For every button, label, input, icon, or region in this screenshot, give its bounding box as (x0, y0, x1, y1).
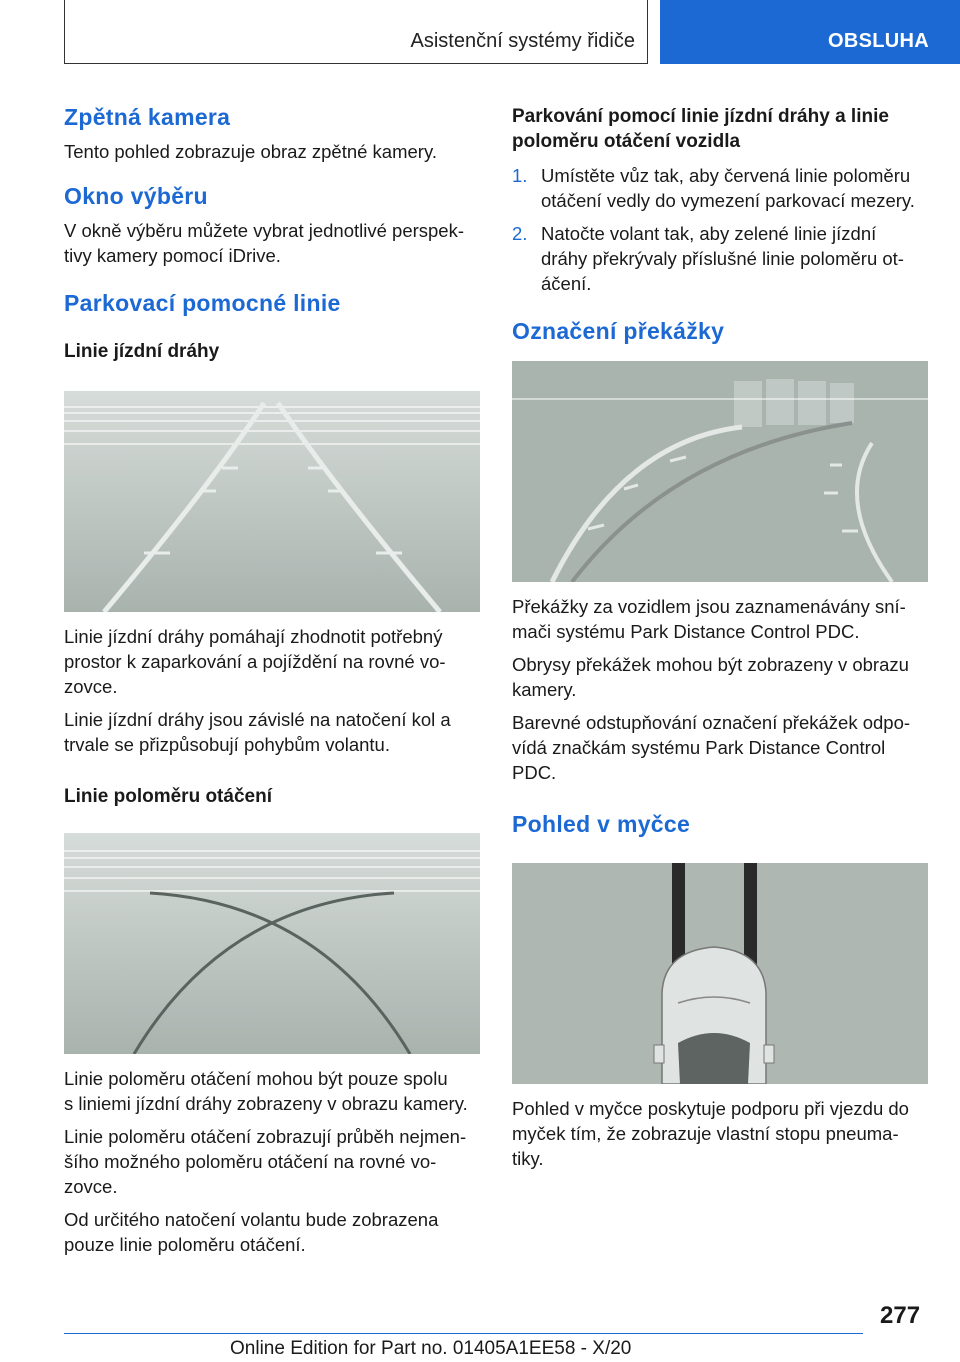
page-number: 277 (880, 1302, 921, 1329)
step-2 (512, 221, 927, 296)
step-1-line-b: otáčení vedly do vymezení parkovací mezery. (541, 190, 915, 211)
para-pol-1a: Linie poloměru otáčení mohou být pouze spolu (64, 1068, 448, 1089)
step-2-line-c: áčení. (541, 273, 592, 294)
step-1-number: 1. (512, 165, 528, 186)
para-okno-2: tivy kamery pomocí iDrive. (64, 245, 281, 266)
right-column-bottom (512, 1096, 927, 1171)
heading-oznaceni-prekazky: Označení překážky (512, 318, 725, 344)
para-myc-c: tiky. (512, 1148, 544, 1169)
para-ozn-1a: Překážky za vozidlem jsou zaznamenávány sní‐ (512, 596, 906, 617)
para-myc-a: Pohled v myčce poskytuje podporu při vjezdu do (512, 1098, 909, 1119)
obstacle-marking-image (512, 361, 928, 582)
para-jizdni-1c: zovce. (64, 676, 118, 697)
step-2-line-a: Natočte volant tak, aby zelené linie jízdní (541, 223, 877, 244)
para-pol-3b: pouze linie poloměru otáčení. (64, 1234, 306, 1255)
para-myc-b: myček tím, že zobrazuje vlastní stopu pneuma‐ (512, 1123, 899, 1144)
steps-list (512, 163, 927, 296)
heading-parkovani-a: Parkování pomocí linie jízdní dráhy a linie (512, 106, 889, 127)
para-ozn-3a: Barevné odstupňování označení překážek odpo‐ (512, 712, 911, 733)
para-okno-1: V okně výběru můžete vybrat jednotlivé perspek‐ (64, 220, 465, 241)
step-1-line-a: Umístěte vůz tak, aby červená linie poloměru (541, 165, 911, 186)
right-column-lower (512, 594, 927, 838)
right-column (512, 104, 927, 345)
para-ozn-1b: mači systému Park Distance Control PDC. (512, 621, 860, 642)
para-ozn-3b: vídá značkám systému Park Distance Control (512, 737, 886, 758)
heading-linie-polomeru: Linie poloměru otáčení (64, 786, 272, 807)
heading-parkovaci-linie: Parkovací pomocné linie (64, 290, 341, 316)
para-pol-3a: Od určitého natočení volantu bude zobrazena (64, 1209, 439, 1230)
para-jizdni-1a: Linie jízdní dráhy pomáhají zhodnotit potřebný (64, 626, 443, 647)
heading-okno-vyberu: Okno výběru (64, 183, 208, 209)
left-column (64, 104, 479, 364)
para-pol-1b: s liniemi jízdní dráhy zobrazeny v obrazu kamery. (64, 1093, 468, 1114)
turning-radius-image (64, 833, 480, 1054)
para-ozn-2a: Obrysy překážek mohou být zobrazeny v obrazu (512, 654, 909, 675)
para-jizdni-2b: trvale se přizpůsobují pohybům volantu. (64, 734, 390, 755)
para-zpetna: Tento pohled zobrazuje obraz zpětné kamery. (64, 141, 437, 162)
heading-parkovani-b: poloměru otáčení vozidla (512, 131, 741, 152)
para-pol-2c: zovce. (64, 1176, 118, 1197)
para-jizdni-2a: Linie jízdní dráhy jsou závislé na natočení kol a (64, 709, 451, 730)
step-2-line-b: dráhy překrývaly příslušné linie poloměru ot‐ (541, 248, 904, 269)
heading-pohled-v-mycce: Pohled v myčce (512, 811, 691, 837)
step-1 (512, 163, 927, 213)
footer-divider (64, 1333, 863, 1334)
footer-edition: Online Edition for Part no. 01405A1EE58 - X/20 (230, 1338, 632, 1359)
chapter-tab-label: OBSLUHA (828, 30, 929, 52)
para-ozn-3c: PDC. (512, 762, 557, 783)
heading-linie-jizdni-drahy: Linie jízdní dráhy (64, 341, 220, 362)
chapter-tab[interactable] (660, 0, 960, 64)
section-title: Asistenční systémy řidiče (410, 30, 635, 52)
para-jizdni-1b: prostor k zaparkování a pojíždění na rovné vo‐ (64, 651, 446, 672)
heading-zpetna-kamera: Zpětná kamera (64, 104, 231, 130)
step-2-number: 2. (512, 223, 528, 244)
left-column-lower (64, 624, 479, 809)
para-pol-2a: Linie poloměru otáčení zobrazují průběh nejmen‐ (64, 1126, 467, 1147)
car-wash-image (512, 863, 928, 1084)
para-ozn-2b: kamery. (512, 679, 577, 700)
header-section-box (64, 0, 648, 64)
left-column-bottom (64, 1066, 479, 1257)
lane-lines-image (64, 391, 480, 612)
para-pol-2b: šího možného poloměru otáčení na rovné vo‐ (64, 1151, 437, 1172)
